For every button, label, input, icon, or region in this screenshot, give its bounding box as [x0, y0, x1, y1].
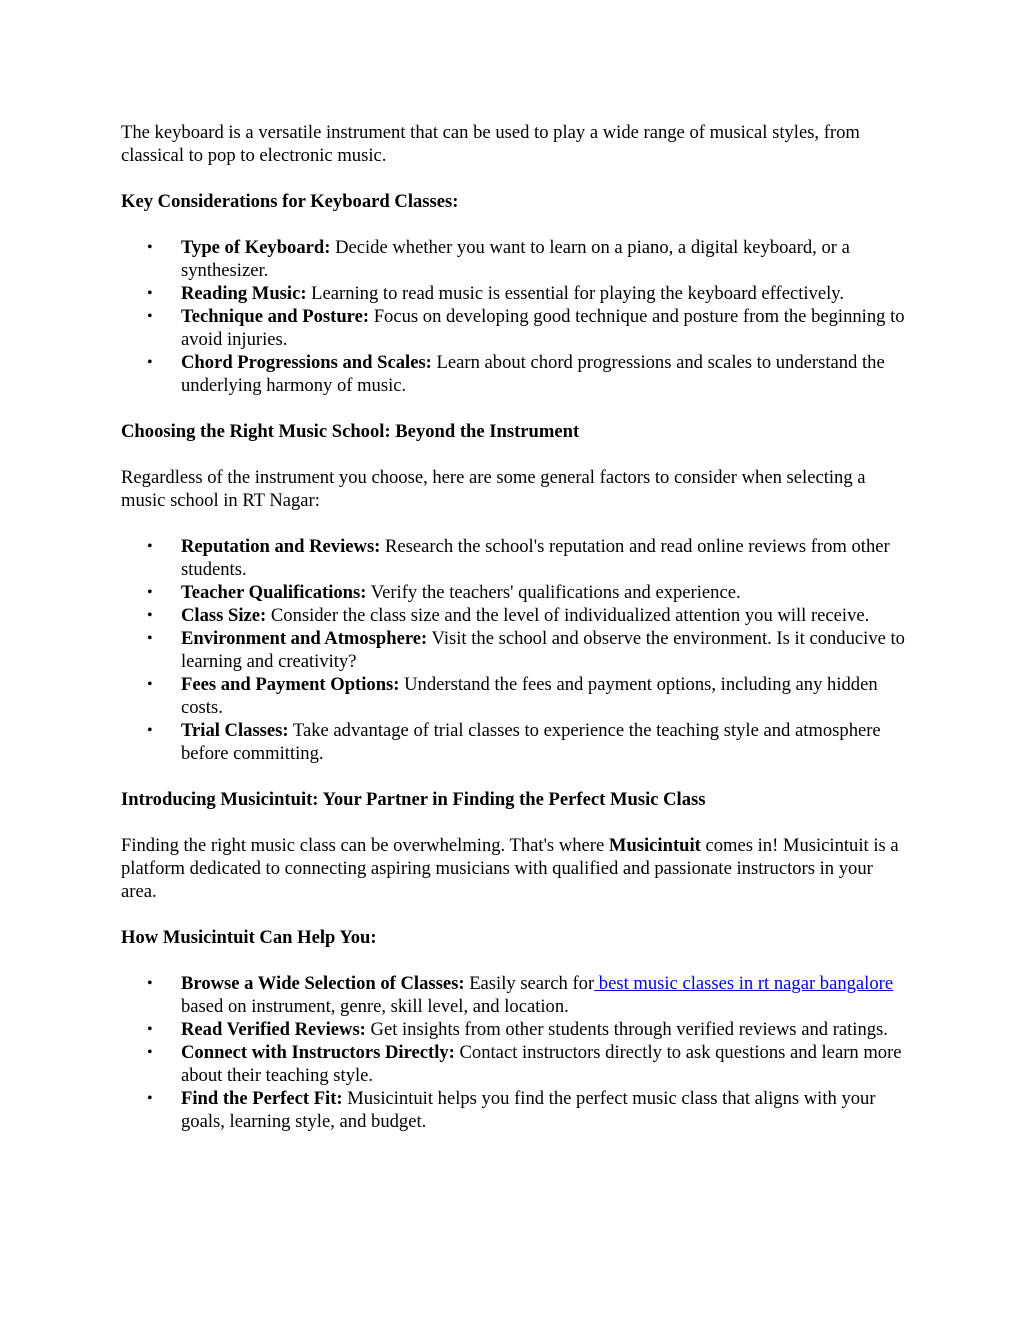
item-term: Browse a Wide Selection of Classes:	[181, 973, 465, 994]
item-term: Reading Music:	[181, 283, 307, 304]
music-classes-link[interactable]: best music classes in rt nagar bangalore	[594, 973, 894, 994]
list-item	[147, 972, 911, 1018]
item-text: based on instrument, genre, skill level, and location.	[181, 996, 569, 1017]
list-item	[147, 1041, 911, 1087]
item-term: Find the Perfect Fit:	[181, 1088, 343, 1109]
school-heading: Choosing the Right Music School: Beyond the Instrument	[121, 421, 580, 442]
bullet-icon: •	[147, 584, 153, 601]
keyboard-heading: Key Considerations for Keyboard Classes:	[121, 191, 459, 212]
bullet-icon: •	[147, 354, 153, 371]
item-term: Chord Progressions and Scales:	[181, 352, 432, 373]
list-item	[147, 581, 911, 604]
document-page	[121, 121, 911, 1156]
item-term: Technique and Posture:	[181, 306, 370, 327]
item-text: Get insights from other students through verified reviews and ratings.	[365, 1019, 888, 1040]
item-text: Learning to read music is essential for playing the keyboard effectively.	[306, 283, 844, 304]
item-text: Consider the class size and the level of individualized attention you will receive.	[266, 605, 870, 626]
bullet-icon: •	[147, 722, 153, 739]
item-term: Fees and Payment Options:	[181, 674, 400, 695]
bullet-icon: •	[147, 285, 153, 302]
item-term: Reputation and Reviews:	[181, 536, 381, 557]
list-item	[147, 1087, 911, 1133]
intro-paragraph: The keyboard is a versatile instrument that can be used to play a wide range of musical styles, from classical to pop to electronic music.	[121, 122, 860, 166]
item-text: Contact instructors directly to ask questions and learn more about their teaching style.	[181, 1042, 902, 1086]
item-text: Understand the fees and payment options, including any hidden costs.	[181, 674, 878, 718]
item-term: Environment and Atmosphere:	[181, 628, 428, 649]
musicintuit-paragraph	[121, 834, 911, 903]
bullet-icon: •	[147, 975, 153, 992]
item-term: Trial Classes:	[181, 720, 289, 741]
musicintuit-heading: Introducing Musicintuit: Your Partner in Finding the Perfect Music Class	[121, 789, 706, 810]
bullet-icon: •	[147, 1090, 153, 1107]
bullet-icon: •	[147, 308, 153, 325]
bullet-icon: •	[147, 607, 153, 624]
brand-name: Musicintuit	[608, 835, 701, 856]
item-text: Take advantage of trial classes to experience the teaching style and atmosphere before committing.	[181, 720, 881, 764]
list-item	[147, 305, 911, 351]
item-text: Learn about chord progressions and scales to understand the underlying harmony of music.	[181, 352, 885, 396]
bullet-icon: •	[147, 676, 153, 693]
list-item	[147, 719, 911, 765]
list-item	[147, 1018, 911, 1041]
list-item	[147, 604, 911, 627]
item-term: Connect with Instructors Directly:	[181, 1042, 455, 1063]
item-text: Verify the teachers' qualifications and experience.	[366, 582, 741, 603]
list-item	[147, 535, 911, 581]
list-item	[147, 673, 911, 719]
item-text: Musicintuit helps you find the perfect music class that aligns with your goals, learning style, and budget.	[181, 1088, 876, 1132]
item-term: Type of Keyboard:	[181, 237, 331, 258]
item-text: Easily search for	[464, 973, 595, 994]
list-item	[147, 351, 911, 397]
item-text: Visit the school and observe the environment. Is it conducive to learning and creativity?	[181, 628, 905, 672]
item-text: Decide whether you want to learn on a piano, a digital keyboard, or a synthesizer.	[181, 237, 850, 281]
bullet-icon: •	[147, 630, 153, 647]
item-text: Focus on developing good technique and posture from the beginning to avoid injuries.	[181, 306, 905, 350]
item-term: Read Verified Reviews:	[181, 1019, 366, 1040]
help-list	[121, 972, 911, 1133]
help-heading: How Musicintuit Can Help You:	[121, 927, 377, 948]
bullet-icon: •	[147, 538, 153, 555]
bullet-icon: •	[147, 239, 153, 256]
item-term: Teacher Qualifications:	[181, 582, 367, 603]
bullet-icon: •	[147, 1021, 153, 1038]
school-intro-paragraph: Regardless of the instrument you choose, here are some general factors to consider when selecting a music school in RT Nagar:	[121, 467, 866, 511]
list-item	[147, 627, 911, 673]
paragraph-text: comes in! Musicintuit is a platform dedicated to connecting aspiring musicians with qualified and passionate instructors in your area.	[121, 835, 899, 902]
school-list	[121, 535, 911, 765]
list-item	[147, 282, 911, 305]
keyboard-list	[121, 236, 911, 397]
item-text: Research the school's reputation and read online reviews from other students.	[181, 536, 890, 580]
list-item	[147, 236, 911, 282]
paragraph-text: Finding the right music class can be overwhelming. That's where	[121, 835, 609, 856]
bullet-icon: •	[147, 1044, 153, 1061]
item-term: Class Size:	[181, 605, 267, 626]
